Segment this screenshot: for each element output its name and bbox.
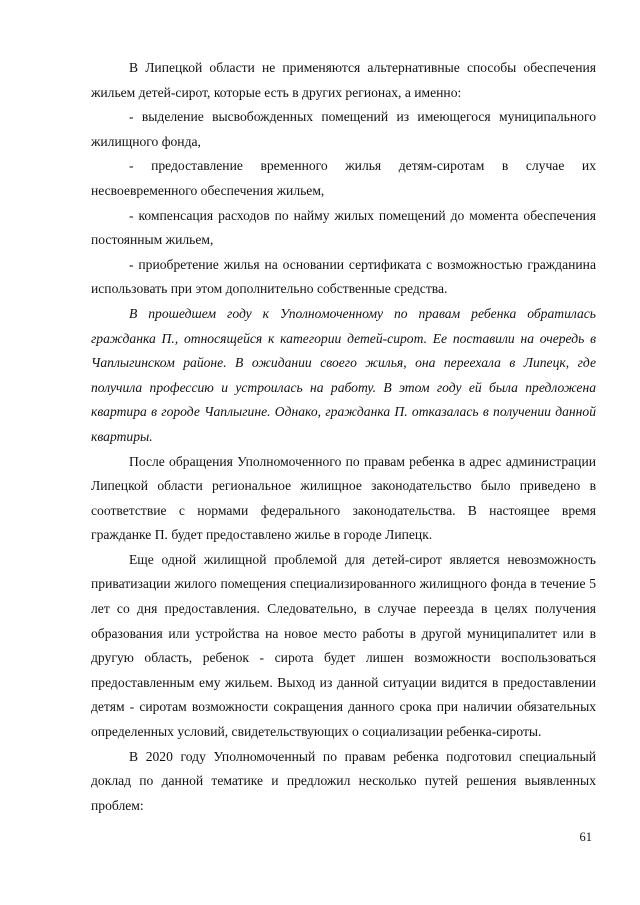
paragraph-intro: В Липецкой области не применяются альтернативные способы обеспечения жильем детей-сирот, которые есть в других регионах, а именно:	[91, 60, 596, 100]
paragraph-privatization: Еще одной жилищной проблемой для детей-сирот является невозможность приватизации жилого помещения специализированного жилищного фонда в течение 5 лет со дня предоставления. Следовательно, в случае переезда в целях получения образования или устройства на новое место работы в другой муниципалитет или в другую область, ребенок - сирота будет лишен возможности воспользоваться предоставленным ему жильем. Выход из данной ситуации видится в предоставлении детям - сиротам возможности сокращения данного срока при наличии обязательных определенных условий, свидетельствующих о социализации ребенка-сироты.	[91, 551, 596, 740]
list-item-2: - предоставление временного жилья детям-сиротам в случае их несвоевременного обеспечения жильем,	[91, 158, 596, 198]
list-item-3: - компенсация расходов по найму жилых помещений до момента обеспечения постоянным жильем,	[91, 207, 596, 248]
case-example-paragraph: В прошедшем году к Уполномоченному по правам ребенка обратилась гражданка П., относящейся к категории детей-сирот. Ее поставили на очередь в Чаплыгинском районе. В ожидании своего жилья, она переехала в Липецк, где получила профессию и устроилась на работу. В этом году ей была предложена квартира в городе Чаплыгине. Однако, гражданка П. отказалась в получении данной квартиры.	[91, 305, 596, 444]
page-body	[91, 56, 596, 818]
paragraph-report: В 2020 году Уполномоченный по правам ребенка подготовил специальный доклад по данной тематике и предложил несколько путей решения выявленных проблем:	[91, 748, 596, 813]
list-item-4: - приобретение жилья на основании сертификата с возможностью гражданина использовать при этом дополнительно собственные средства.	[91, 256, 596, 297]
paragraph-resolution: После обращения Уполномоченного по правам ребенка в адрес администрации Липецкой области региональное жилищное законодательство было приведено в соответствие с нормами федерального законодательства. В настоящее время гражданке П. будет предоставлено жилье в городе Липецк.	[91, 453, 596, 543]
page-number: 61	[579, 830, 592, 844]
list-item-1: - выделение высвобожденных помещений из имеющегося муниципального жилищного фонда,	[91, 109, 596, 149]
